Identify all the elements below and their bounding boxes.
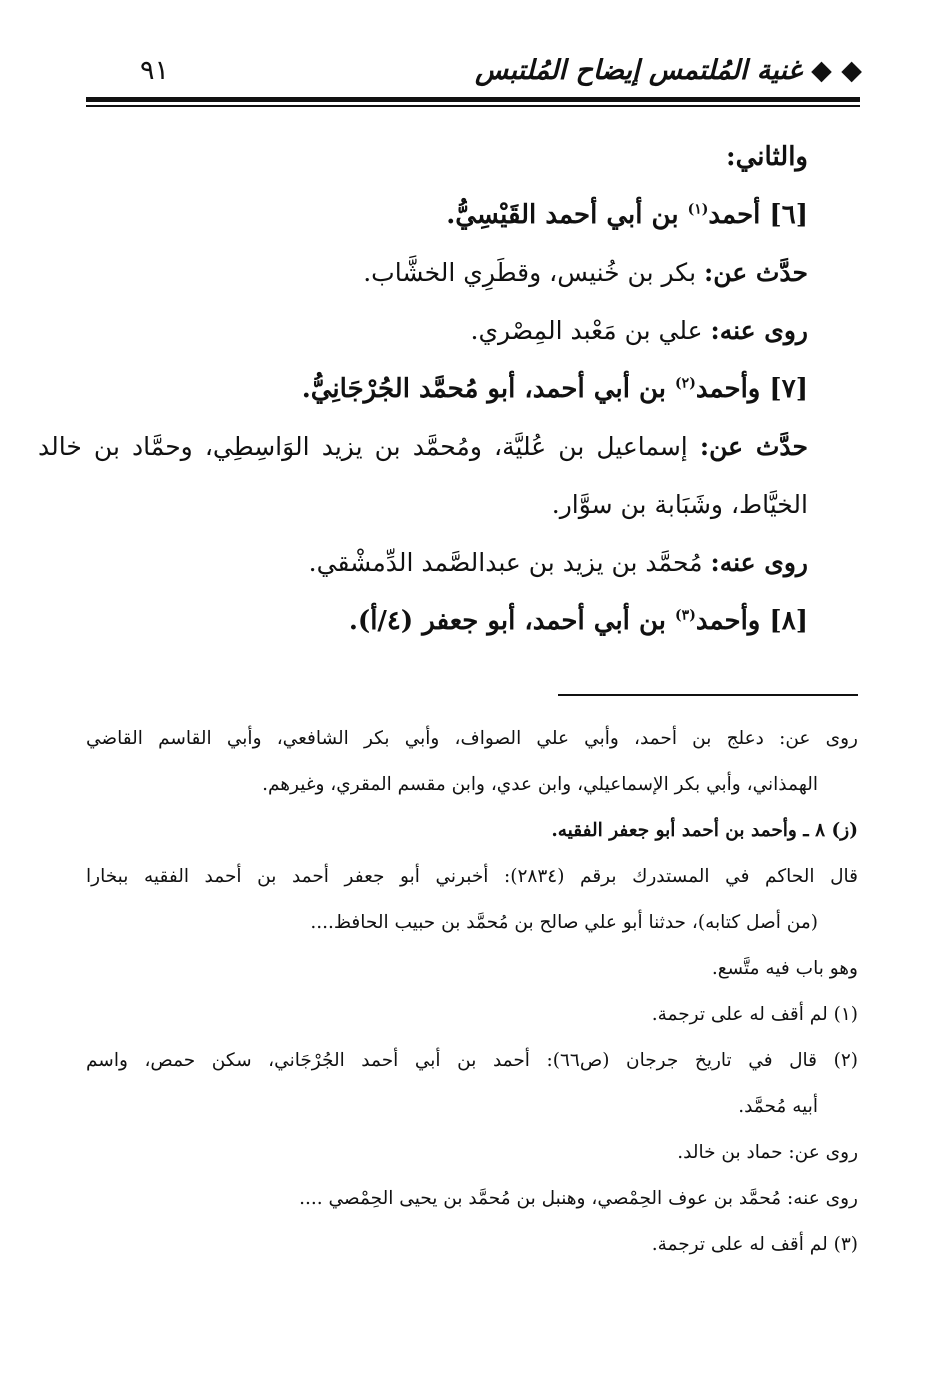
footnote-2-narrated-from: روى عن: حماد بن خالد.: [677, 1142, 858, 1163]
footnote-hakim-line-2: (من أصل كتابه)، حدثنا أبو علي صالح بن مُحمَّد بن حبيب الحافظ....: [310, 912, 818, 933]
section-intro: والثاني:: [726, 142, 808, 172]
footnote-separator: [558, 694, 858, 696]
footnote-2-narrators: روى عنه: مُحمَّد بن عوف الحِمْصي، وهنبل بن مُحمَّد بن يحيى الحِمْصي ....: [299, 1188, 858, 1209]
header-rule-thin: [86, 105, 860, 107]
footnote-ref-3: (٣): [675, 607, 696, 624]
footnote-hakim-line-1: قال الحاكم في المستدرك برقم (٢٨٣٤): أخبرني أبو جعفر أحمد بن أحمد الفقيه ببخارا: [86, 866, 858, 887]
footnotes: [86, 716, 858, 1268]
entry-6-narrators: روى عنه: علي بن مَعْبد المِصْري.: [470, 316, 808, 345]
footnote-wide-door: وهو باب فيه متَّسع.: [711, 958, 858, 979]
entry-7-narrators: روى عنه: مُحمَّد بن يزيد بن عبدالصَّمد الدِّمشْقي.: [308, 548, 808, 577]
main-text: [38, 128, 808, 650]
entry-6-narrated-from: حدَّث عن: بكر بن خُنيس، وقطَرِي الخشَّاب.: [363, 258, 808, 287]
footnote-2-line-2: أبيه مُحمَّد.: [738, 1096, 818, 1117]
entry-heading-8: [٨] وأحمد$^{(٣)}$ بن أبي أحمد، أبو جعفر (٤/أ).: [348, 606, 808, 636]
header-rule-thick: [86, 97, 860, 102]
entry-heading-7: [٧] وأحمد$^{(٢)}$ بن أبي أحمد، أبو مُحمَّد الجُرْجَانِيُّ.: [301, 374, 808, 404]
footnote-3: (٣) لم أقف له على ترجمة.: [651, 1234, 858, 1255]
page-number: ٩١: [140, 55, 170, 86]
footnote-z8-title: (ز) ٨ ـ وأحمد بن أحمد أبو جعفر الفقيه.: [551, 820, 858, 841]
footnote-continuation-line-2: الهمذاني، وأبي بكر الإسماعيلي، وابن عدي، وابن مقسم المقري، وغيرهم.: [262, 774, 818, 795]
footnote-ref-1: (١): [687, 201, 709, 218]
running-title: ◆ ◆ غنية المُلتمس إيضاح المُلتبس: [475, 55, 862, 86]
entry-7-narrated-from: حدَّث عن: إسماعيل بن عُليَّة، ومُحمَّد بن يزيد الوَاسِطِي، وحمَّاد بن خالد الخيَّاط، وشَبَابة بن سوَّار.: [38, 432, 808, 519]
footnote-ref-2: (٢): [675, 375, 696, 392]
footnote-continuation-line-1: روى عن: دعلج بن أحمد، وأبي علي الصواف، وأبي بكر الشافعي، وأبي القاسم القاضي: [86, 728, 858, 749]
entry-heading-6: [٦] أحمد$^{(١)}$ بن أبي أحمد القَيْسِيُّ.: [446, 200, 808, 230]
footnote-1: (١) لم أقف له على ترجمة.: [651, 1004, 858, 1025]
footnote-2-line-1: (٢) قال في تاريخ جرجان (ص٦٦): أحمد بن أبي أحمد الجُرْجَاني، سكن حمص، واسم: [86, 1050, 858, 1071]
